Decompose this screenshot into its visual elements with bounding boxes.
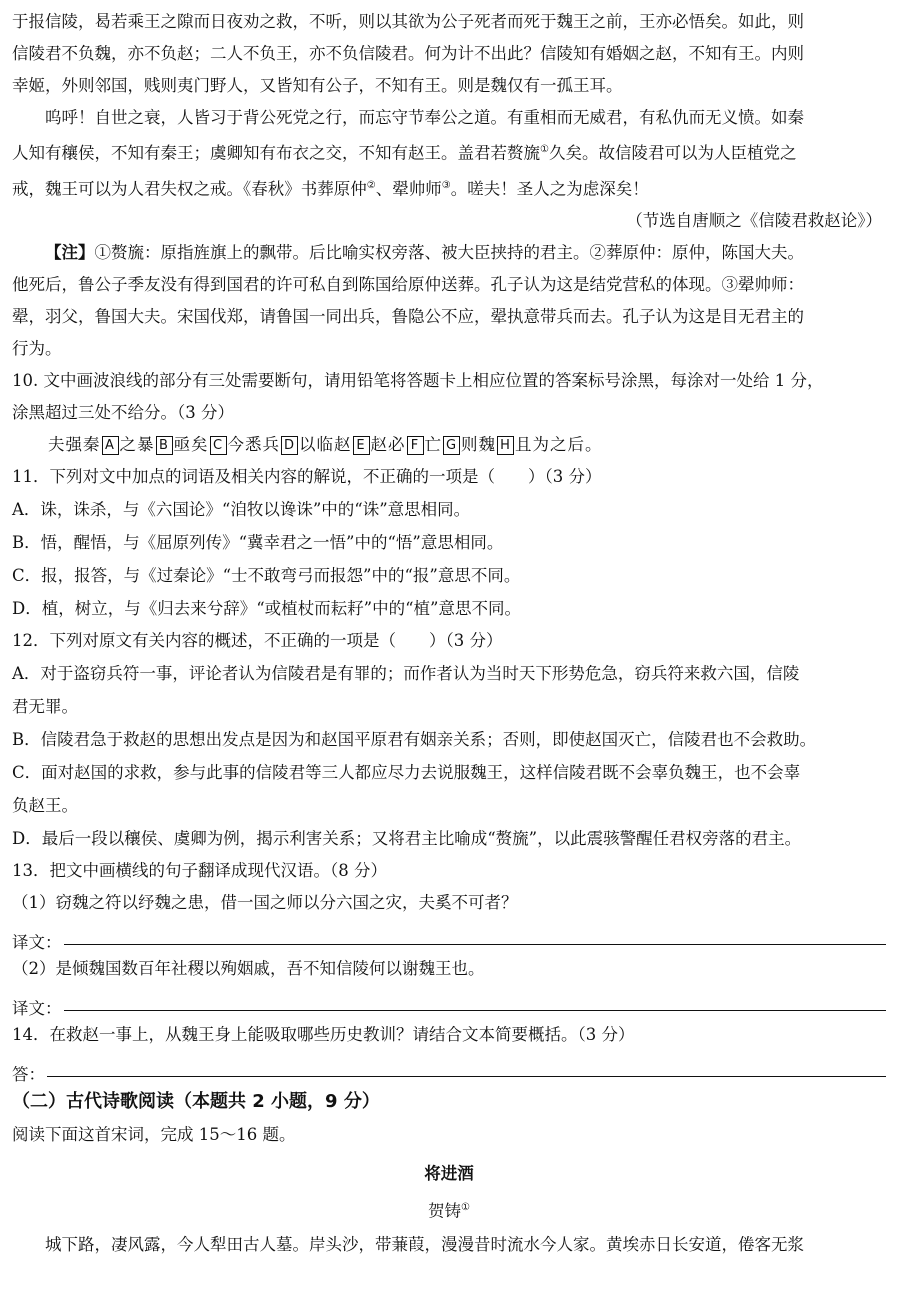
question-stem: 10. 文中画波浪线的部分有三处需要断句，请用铅笔将答题卡上相应位置的答案标号涂黑，每涂对一处给 1 分， (12, 371, 824, 390)
footnote-marker: ① (461, 1202, 470, 1213)
question-12 (12, 625, 886, 855)
option-a[interactable]: A．诛，诛杀，与《六国论》“洎牧以谗诛”中的“诛”意思相同。 (12, 500, 471, 519)
passage-text: 久矣。故信陵君可以为人臣植党之 (548, 143, 797, 163)
option-c[interactable]: C．面对赵国的求救，参与此事的信陵君等三人都应尽力去说服魏王，这样信陵君既不会辜负魏王，也不会辜 (12, 763, 801, 782)
question-stem: 14．在救赵一事上，从魏王身上能吸取哪些历史教训？请结合文本简要概括。（3 分） (12, 1025, 635, 1044)
passage-source: （节选自唐顺之《信陵君救赵论》） (626, 211, 882, 230)
poem-line: 城下路，凄风露，今人犁田古人墓。岸头沙，带蒹葭，漫漫昔时流水今人家。黄埃赤日长安道，倦客无浆 (45, 1234, 804, 1254)
section-instruction: 阅读下面这首宋词，完成 15～16 题。 (12, 1125, 296, 1144)
break-option-box[interactable]: H (497, 436, 514, 455)
exam-page (12, 6, 886, 1261)
segment-text: 以临赵 (299, 435, 352, 454)
segment-text: 亟矣 (173, 435, 209, 454)
passage-line (12, 170, 886, 206)
break-option-box[interactable]: E (353, 436, 370, 455)
passage-line (12, 102, 886, 134)
passage-line (12, 134, 886, 170)
segment-text: 赵必 (370, 435, 406, 454)
footnote-marker: ② (366, 179, 376, 191)
answer-label: 答： (12, 1065, 45, 1084)
segment-text: 则魏 (461, 435, 496, 454)
notes-text: ①赘旒：原指旌旗上的飘带。后比喻实权旁落、被大臣挟持的君主。②葬原仲：原仲，陈国大夫。 (94, 243, 804, 262)
notes-line: 他死后，鲁公子季友没有得到国君的许可私自到陈国给原仲送葬。孔子认为这是结党营私的体现。③翚帅师： (12, 275, 804, 294)
passage-text: 、翚帅师 (375, 179, 442, 198)
question-10 (12, 365, 886, 461)
break-option-box[interactable]: F (407, 436, 424, 455)
break-option-box[interactable]: A (102, 436, 119, 455)
option-d[interactable]: D．最后一段以穰侯、虞卿为例，揭示利害关系；又将君主比喻成“赘旒”，以此震骇警醒任君权旁落的君主。 (12, 829, 802, 848)
option-c-cont[interactable]: 负赵王。 (12, 796, 78, 815)
answer-row (12, 919, 886, 953)
section-poetry (12, 1085, 886, 1261)
option-a[interactable]: A．对于盗窃兵符一事，评论者认为信陵君是有罪的；而作者认为当时天下形势危急，窃兵符来救六国，信陵 (12, 664, 800, 683)
passage-text: 。嗟夫！圣人之为虑深矣！ (450, 179, 649, 198)
notes-heading: 【注】 (45, 243, 95, 262)
passage (12, 6, 886, 237)
answer-row (12, 1051, 886, 1085)
passage-text: 戒，魏王可以为人君失权之戒。《春秋》书葬原仲 (12, 179, 367, 198)
section-heading: （二）古代诗歌阅读（本题共 2 小题，9 分） (12, 1091, 380, 1112)
translation-sentence-2: （2）是倾魏国数百年社稷以殉姻戚，吾不知信陵何以谢魏王也。 (12, 959, 485, 978)
notes-line: 翚，羽父，鲁国大夫。宋国伐郑，请鲁国一同出兵，鲁隐公不应，翚执意带兵而去。孔子认为这是目无君主的 (12, 307, 804, 326)
passage-text: 人知有穰侯，不知有秦王；虞卿知有布衣之交，不知有赵王。盖君若赘旒 (12, 143, 540, 163)
author-name: 贺铸 (428, 1201, 462, 1221)
break-option-box[interactable]: B (156, 436, 173, 455)
sentence-break-row (12, 429, 886, 461)
footnote-marker: ① (540, 144, 549, 155)
answer-line[interactable] (64, 944, 887, 945)
translation-sentence-1: （1）窃魏之符以纾魏之患，借一国之师以分六国之灾，夫奚不可者？ (12, 893, 518, 912)
option-b[interactable]: B．悟，醒悟，与《屈原列传》“冀幸君之一悟”中的“悟”意思相同。 (12, 533, 504, 552)
notes-line (12, 237, 886, 269)
break-option-box[interactable]: C (210, 436, 227, 455)
question-stem: 12．下列对原文有关内容的概述，不正确的一项是（ ）（3 分） (12, 631, 503, 650)
passage-line: 信陵君不负魏，亦不负赵；二人不负王，亦不负信陵君。何为计不出此？信陵知有婚姻之赵，不知有王。内则 (12, 44, 804, 63)
segment-text: 之暴 (119, 435, 155, 454)
segment-text: 今悉兵 (227, 435, 280, 454)
question-13 (12, 855, 886, 1019)
segment-text: 亡 (424, 435, 442, 454)
answer-label: 译文： (12, 999, 62, 1018)
question-14 (12, 1019, 886, 1085)
option-c[interactable]: C．报，报答，与《过秦论》“士不敢弯弓而报怨”中的“报”意思不同。 (12, 566, 521, 585)
answer-line[interactable] (64, 1010, 887, 1011)
question-11 (12, 461, 886, 625)
passage-line: 幸姬，外则邻国，贱则夷门野人，又皆知有公子，不知有王。则是魏仅有一孤王耳。 (12, 76, 623, 95)
poem-title: 将进酒 (424, 1164, 474, 1183)
answer-label: 译文： (12, 933, 62, 952)
break-option-box[interactable]: D (281, 436, 298, 455)
passage-line: 于报信陵，曷若乘王之隙而日夜劝之救，不听，则以其欲为公子死者而死于魏王之前，王亦必悟矣。如此，则 (12, 12, 804, 31)
option-d[interactable]: D．植，树立，与《归去来兮辞》“或植杖而耘耔”中的“植”意思不同。 (12, 599, 521, 618)
passage-text: 呜呼！自世之衰，人皆习于背公死党之行，而忘守节奉公之道。有重相而无威君，有私仇而无义愤。如秦 (45, 108, 804, 127)
break-option-box[interactable]: G (443, 436, 460, 455)
notes (12, 237, 886, 365)
poem-author (12, 1191, 886, 1229)
segment-text: 且为之后。 (515, 435, 603, 454)
segment-text: 夫强秦 (48, 435, 101, 454)
option-a-cont[interactable]: 君无罪。 (12, 697, 78, 716)
footnote-marker: ③ (441, 179, 451, 191)
notes-line: 行为。 (12, 339, 62, 358)
answer-row (12, 985, 886, 1019)
answer-line[interactable] (47, 1076, 886, 1077)
option-b[interactable]: B．信陵君急于救赵的思想出发点是因为和赵国平原君有姻亲关系；否则，即使赵国灭亡，信陵君也不会救助。 (12, 730, 817, 749)
question-stem: 13．把文中画横线的句子翻译成现代汉语。（8 分） (12, 861, 387, 880)
question-stem: 涂黑超过三处不给分。（3 分） (12, 403, 234, 422)
question-stem: 11．下列对文中加点的词语及相关内容的解说，不正确的一项是（ ）（3 分） (12, 467, 602, 486)
